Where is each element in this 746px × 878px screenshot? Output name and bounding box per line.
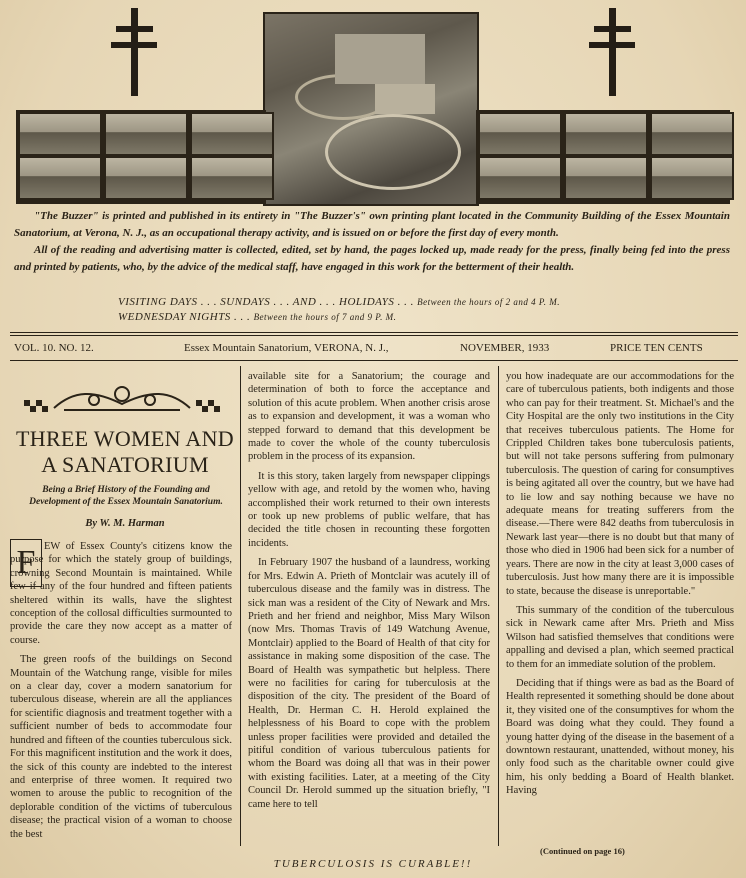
masthead-bottom-rule: [10, 360, 738, 361]
footer-slogan: TUBERCULOSIS IS CURABLE!!: [273, 858, 473, 870]
continued-note: (Continued on page 16): [540, 846, 625, 856]
aerial-photo: [263, 12, 479, 206]
article-paragraph: This summary of the condition of the tuberculous sick in Newark came after Mrs. Prieth and Miss Wilson had satisfied themselves that conditions were appalling and devised a plan, which seemed practical to them for an immediate solution of the problem.: [506, 604, 734, 670]
building-photo: [650, 112, 734, 156]
building-photo: [18, 112, 102, 156]
building-photo: [478, 112, 562, 156]
building-photo: [190, 156, 274, 200]
issue-date: NOVEMBER, 1933: [460, 342, 550, 354]
left-photo-row-top: [18, 112, 274, 156]
masthead-top-rule-2: [10, 335, 738, 336]
visiting-days-label: VISITING DAYS . . . SUNDAYS . . . AND . . . HOLIDAYS . . .: [118, 296, 414, 308]
article-paragraph: The green roofs of the buildings on Second Mountain of the Watchung range, visible for miles on a clear day, cover a modern sanatorium for tuberculous disease, wherein are all the appliances for scientific diagnosis and treatment together with a sufficient number of beds to accommodate four hundred and fifteen of the counties tuberculous sick. For this magnificent institution and the work it does, the sick of this county are indebted to the interest and enterprise of three women. It required two women to arouse the public to recognition of the deplorable condition of the victims of tuberculous disease; the practical vision of a woman to choose the best: [10, 654, 232, 840]
article-paragraph: EW of Essex County's citizens know the purpose for which the stately group of buildings, crowning Second Mountain is maintained. While few if any of the four hundred and fifteen patients sheltered within its walls, have the slightest conception of the collosal difficulties surmounted to provide the care they now accept as a matter of course.: [10, 541, 232, 646]
building-photo: [564, 156, 648, 200]
masthead-top-rule: [10, 332, 738, 333]
volume-number: VOL. 10. NO. 12.: [14, 342, 94, 354]
visiting-days-hours: Between the hours of 2 and 4 P. M.: [417, 297, 560, 307]
article-byline: By W. M. Harman: [85, 518, 165, 529]
article-paragraph: It is this story, taken largely from newspaper clippings yellow with age, and retold by the women who, having accomplished their work returned to their own interests or took up new problems of public welfare, that has decided the title chosen in recounting these forgotten incidents.: [248, 470, 490, 549]
price: PRICE TEN CENTS: [610, 342, 703, 354]
building-photo: [18, 156, 102, 200]
article-column-3: [506, 370, 734, 804]
article-paragraph: Deciding that if things were as bad as the Board of Health represented it something should be done about it, they visited one of the consumptives for whom the Board was doing what they could. They found a young hatter dying of the disease in the basement of a downtown restaurant, unattended, without money, his only food such as the charitable owner could give him, his only bedding a Board of Health blanket. Having: [506, 677, 734, 797]
article-title: THREE WOMEN AND A SANATORIUM: [16, 426, 234, 477]
right-lorraine-cross-icon: [589, 8, 635, 96]
left-lorraine-cross-icon: [111, 8, 157, 96]
visiting-nights-hours: Between the hours of 7 and 9 P. M.: [253, 312, 397, 322]
article-subtitle: Being a Brief History of the Founding and Development of the Essex Mountain Sanatorium.: [29, 485, 223, 507]
building-photo: [104, 112, 188, 156]
visiting-days: [118, 296, 718, 308]
article-paragraph: In February 1907 the husband of a laundress, working for Mrs. Edwin A. Prieth of Montclair was acutely ill of tuberculous disease and the family was in distress. The sick man was a resident of the City of Newark and Mrs. Prieth and her friend and neighbor, Miss Mary Wilson (now Mrs. Thomas Travis of 149 Watchung Avenue, Montclair) applied to the Board of Health of that city for assistance in making some disposition of the case. The Board of Health was sympathetic but helpless. There were no facilities for caring for tuberculosis at the disposition of the city. The president of the Board of Health, Dr. Herman C. H. Herold explained the helplessness of his Board to cope with the problem unless proper facilities were provided and detailed the pitiful condition of various tuberculous patients for whom the Board was doing all that was in their power with existing facilities. Later, at a meeting of the City Council Dr. Herold summed up the situation briefly, "I came here to tell: [248, 557, 490, 810]
notice-paragraph-1: "The Buzzer" is printed and published in its entirety in "The Buzzer's" own printing plant located in the Community Building of the Essex Mountain Sanatorium, at Verona, N. J., as an occupational therapy activity, and is issued on or before the first day of every month.: [14, 210, 730, 239]
masthead: [14, 342, 734, 354]
notice-paragraph-2: All of the reading and advertising matter is collected, edited, set by hand, the pages locked up, made ready for the press, finally being fed into the press and printed by patients, who, by the advice of the medical staff, have engaged in this work for the betterment of their health.: [14, 244, 730, 273]
visiting-nights-label: WEDNESDAY NIGHTS . . .: [118, 311, 251, 323]
right-photo-row-top: [478, 112, 734, 156]
building-photo: [478, 156, 562, 200]
right-photo-row-bottom: [478, 156, 734, 200]
visiting-nights: [118, 311, 718, 323]
drop-cap: F: [10, 539, 42, 587]
building-photo: [190, 112, 274, 156]
left-photo-row-bottom: [18, 156, 274, 200]
publication-notice: [14, 208, 730, 276]
building-photo: [104, 156, 188, 200]
decorative-ornament-icon: [24, 380, 220, 418]
building-photo: [564, 112, 648, 156]
article-paragraph: available site for a Sanatorium; the courage and determination of both to force the acceptance and solution of this acute problem. When another crisis arose as to expansion and development, it was a woman who stepped forward to demand that this development be made to cover the whole of the county tuberculosis problem in the process of its expansion.: [248, 371, 490, 463]
column-divider: [240, 366, 241, 846]
building-photo: [650, 156, 734, 200]
article-paragraph: you how inadequate are our accommodations for the care of tuberculous patients, both indigents and those who can pay for their treatment. St. Michael's and the City Hospital are the only two institutions in the City that receives tuberculous patients. The Home for Crippled Children takes bone tuberculosis patients, but will not take persons suffering from pulmonary tuberculosis. The question of caring for consumptives is being agitated all over the country, but we have had to lie low and say nothing because we have no adequate means for treating sufferers from the disease.—There were 842 deaths from tuberculosis in Newark last year—there is no doubt but that many of those who died in 1906 had been sick for a number of years. There are now in the city at least 3,000 cases of tuberculosis. Just how many there are it is impossible to state, because the disease is unreportable.": [506, 371, 734, 597]
publication-place: Essex Mountain Sanatorium, VERONA, N. J.,: [184, 342, 389, 354]
article-column-1: [10, 540, 232, 847]
article-column-2: [248, 370, 490, 817]
column-divider: [498, 366, 499, 846]
